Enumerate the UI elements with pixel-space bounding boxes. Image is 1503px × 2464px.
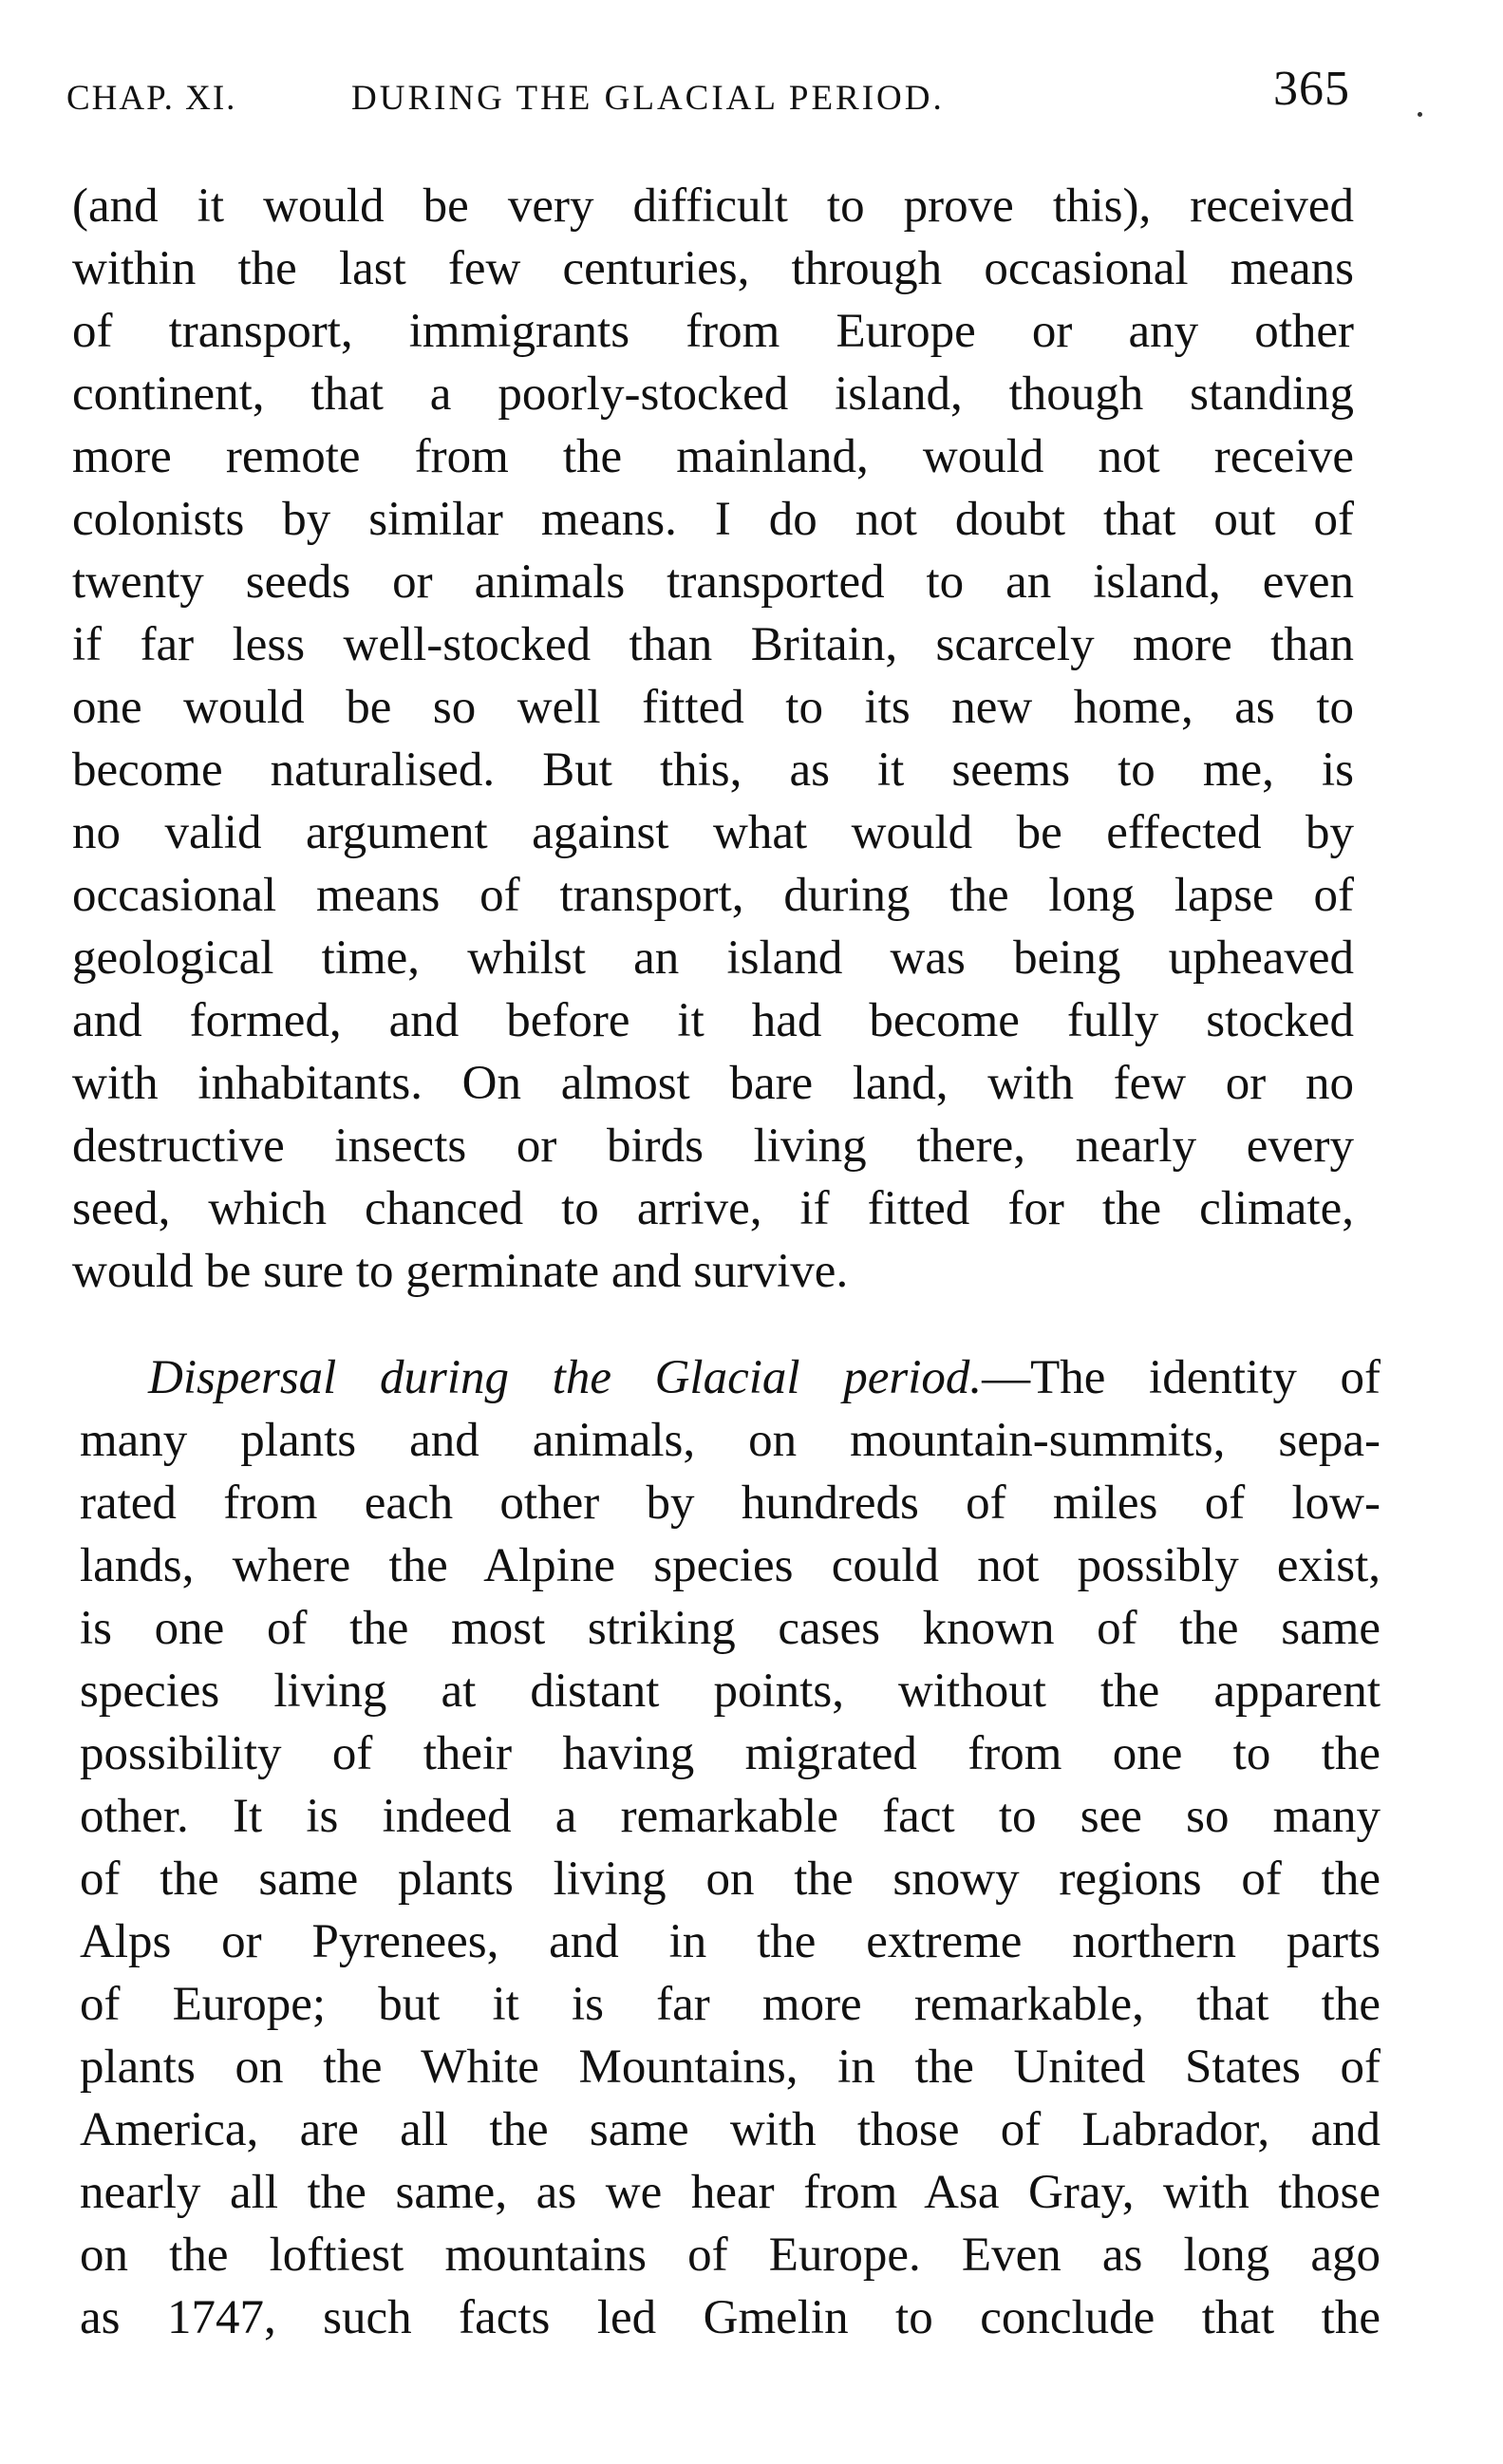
- print-speck: [1418, 112, 1422, 117]
- section-heading: Dispersal during the Glacial period.: [148, 1351, 983, 1404]
- running-head: [66, 53, 1367, 129]
- text-line: other. It is indeed a remarkable fact to see so many: [80, 1790, 1381, 1843]
- text-line: of the same plants living on the snowy regions of the: [80, 1853, 1381, 1906]
- text-line: is one of the most striking cases known of the same: [80, 1602, 1381, 1655]
- page-number: 365: [1273, 62, 1350, 116]
- text-line-with-heading: [80, 1346, 1381, 1409]
- chapter-label: CHAP. XI.: [66, 79, 237, 118]
- text-line: more remote from the mainland, would not receive: [72, 430, 1354, 483]
- text-line: destructive insects or birds living there, nearly every: [72, 1119, 1354, 1173]
- running-title: DURING THE GLACIAL PERIOD.: [351, 79, 945, 118]
- text-line: and formed, and before it had become fully stocked: [72, 994, 1354, 1047]
- text-line: geological time, whilst an island was being upheaved: [72, 931, 1354, 985]
- text-line: many plants and animals, on mountain-summits, sepa-: [80, 1414, 1381, 1467]
- text-line: plants on the White Mountains, in the United States of: [80, 2041, 1381, 2094]
- heading-continuation: —The identity of: [982, 1351, 1381, 1404]
- text-line: seed, which chanced to arrive, if fitted for the climate,: [72, 1182, 1354, 1235]
- text-line: as 1747, such facts led Gmelin to conclude that the: [80, 2291, 1381, 2344]
- text-line: rated from each other by hundreds of miles of low-: [80, 1477, 1381, 1530]
- text-line: colonists by similar means. I do not doubt that out of: [72, 493, 1354, 546]
- text-line: on the loftiest mountains of Europe. Even as long ago: [80, 2229, 1381, 2282]
- text-line: lands, where the Alpine species could not possibly exist,: [80, 1539, 1381, 1592]
- text-line: nearly all the same, as we hear from Asa Gray, with those: [80, 2166, 1381, 2219]
- text-line: (and it would be very difficult to prove this), received: [72, 179, 1354, 233]
- text-line: America, are all the same with those of Labrador, and: [80, 2103, 1381, 2156]
- paragraph-two: [80, 1346, 1381, 2349]
- text-line: of transport, immigrants from Europe or any other: [72, 305, 1354, 358]
- text-line: possibility of their having migrated from one to the: [80, 1727, 1381, 1780]
- text-line: become naturalised. But this, as it seems to me, is: [72, 743, 1354, 797]
- paragraph-one: [72, 175, 1354, 1303]
- text-line: if far less well-stocked than Britain, scarcely more than: [72, 618, 1354, 671]
- text-line: of Europe; but it is far more remarkable, that the: [80, 1978, 1381, 2031]
- text-line: with inhabitants. On almost bare land, with few or no: [72, 1057, 1354, 1110]
- text-line: no valid argument against what would be effected by: [72, 806, 1354, 859]
- text-line: species living at distant points, without the apparent: [80, 1665, 1381, 1718]
- text-line: within the last few centuries, through occasional means: [72, 242, 1354, 295]
- text-line: occasional means of transport, during the long lapse of: [72, 869, 1354, 922]
- text-line: continent, that a poorly-stocked island, though standing: [72, 367, 1354, 421]
- text-line: would be sure to germinate and survive.: [72, 1245, 849, 1298]
- text-line: twenty seeds or animals transported to an island, even: [72, 555, 1354, 609]
- text-line: Alps or Pyrenees, and in the extreme northern parts: [80, 1915, 1381, 1968]
- text-line: one would be so well fitted to its new home, as to: [72, 681, 1354, 734]
